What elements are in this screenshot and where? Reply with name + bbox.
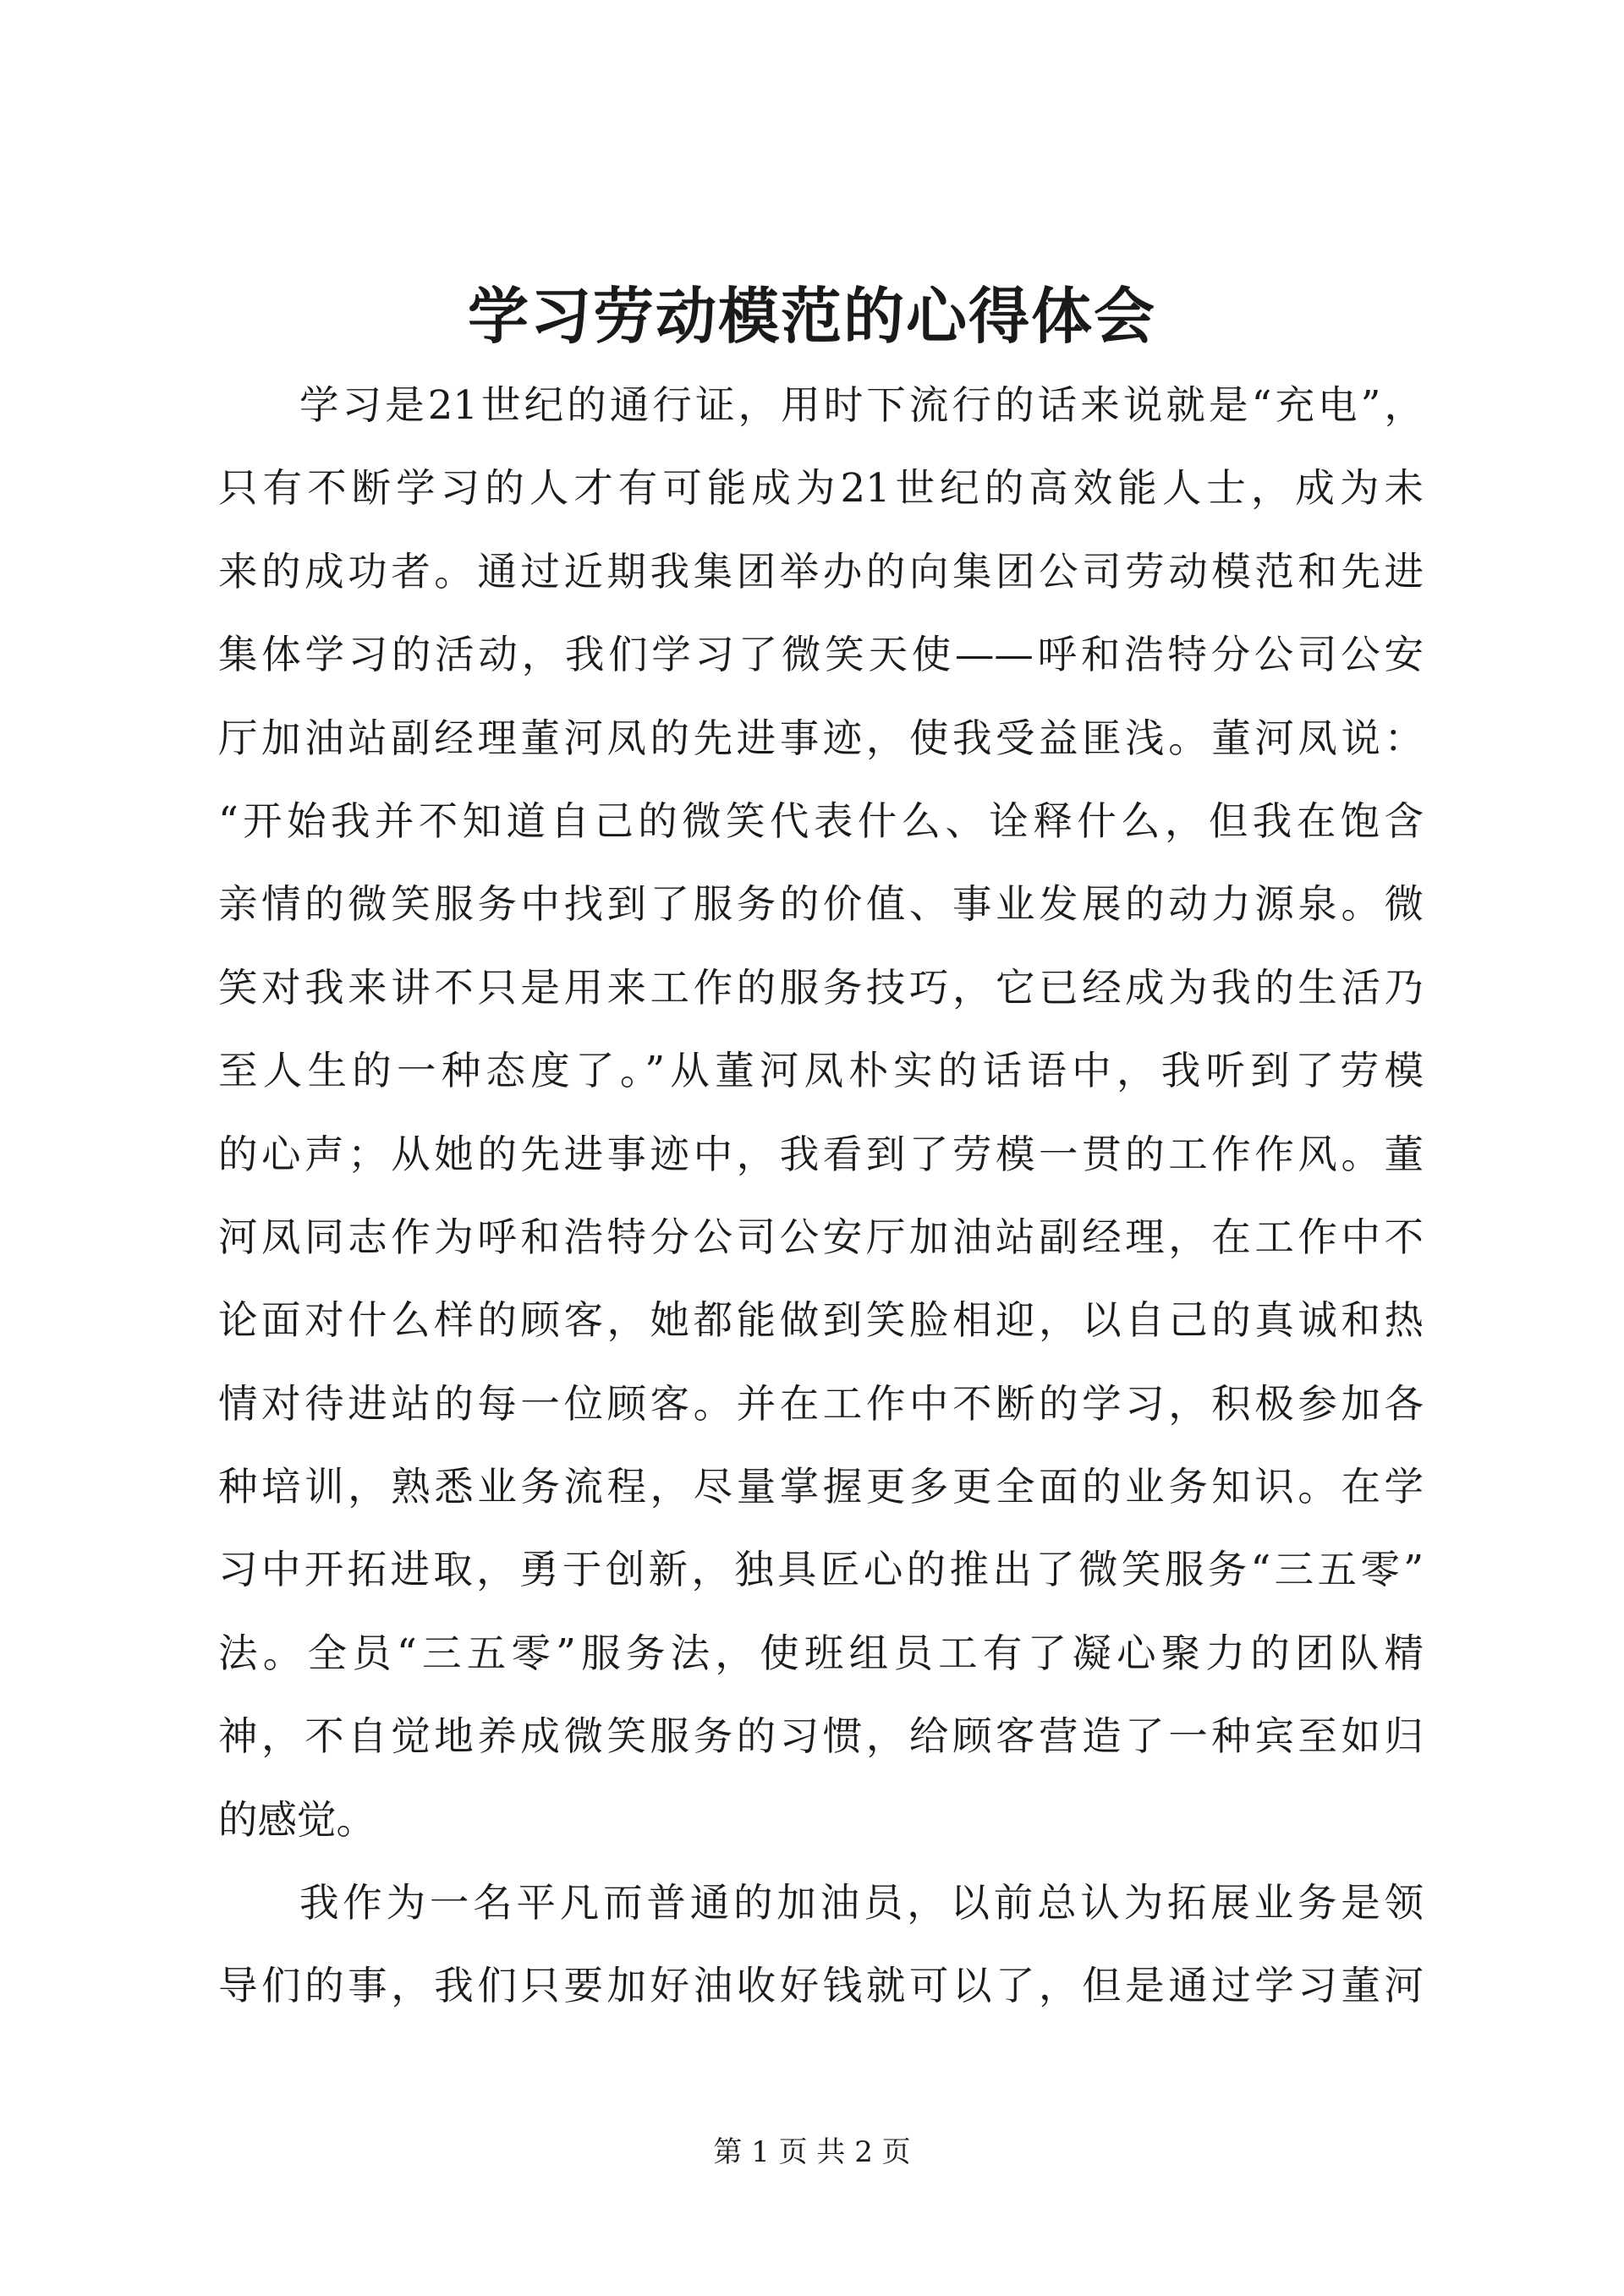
paragraph-line: 种培训，熟悉业务流程，尽量掌握更多更全面的业务知识。在学	[218, 1464, 1424, 1510]
paragraph-line: 笑对我来讲不只是用来工作的服务技巧，它已经成为我的生活乃	[218, 964, 1424, 1011]
paragraph-line: 只有不断学习的人才有可能成为21世纪的高效能人士，成为未	[218, 465, 1424, 512]
paragraph-line: 的心声；从她的先进事迹中，我看到了劳模一贯的工作作风。董	[218, 1131, 1424, 1177]
paragraph-line: 导们的事，我们只要加好油收好钱就可以了，但是通过学习董河	[218, 1963, 1424, 2009]
paragraph-line: 法。全员“三五零”服务法，使班组员工有了凝心聚力的团队精	[218, 1630, 1424, 1676]
page-number-footer: 第 1 页 共 2 页	[713, 2135, 911, 2169]
paragraph-2	[218, 1861, 1424, 2028]
document-body	[218, 364, 1424, 2028]
paragraph-line: 来的成功者。通过近期我集团举办的向集团公司劳动模范和先进	[218, 548, 1424, 595]
paragraph-line: 集体学习的活动，我们学习了微笑天使——呼和浩特分公司公安	[218, 632, 1424, 678]
paragraph-line: 亲情的微笑服务中找到了服务的价值、事业发展的动力源泉。微	[218, 881, 1424, 928]
paragraph-1	[218, 364, 1424, 1861]
paragraph-line: 学习是21世纪的通行证，用时下流行的话来说就是“充电”，	[299, 382, 1424, 428]
paragraph-line: 厅加油站副经理董河凤的先进事迹，使我受益匪浅。董河凤说：	[218, 715, 1424, 761]
paragraph-line: 我作为一名平凡而普通的加油员，以前总认为拓展业务是领	[299, 1880, 1424, 1926]
document-title: 学习劳动模范的心得体会	[467, 280, 1156, 352]
paragraph-line: 习中开拓进取，勇于创新，独具匠心的推出了微笑服务“三五零”	[218, 1547, 1424, 1593]
paragraph-line: 情对待进站的每一位顾客。并在工作中不断的学习，积极参加各	[218, 1380, 1424, 1427]
paragraph-line: 论面对什么样的顾客，她都能做到笑脸相迎，以自己的真诚和热	[218, 1297, 1424, 1344]
paragraph-line: “开始我并不知道自己的微笑代表什么、诠释什么，但我在饱含	[218, 797, 1424, 844]
paragraph-line: 至人生的一种态度了。”从董河凤朴实的话语中，我听到了劳模	[218, 1048, 1424, 1094]
paragraph-line: 神，不自觉地养成微笑服务的习惯，给顾客营造了一种宾至如归	[218, 1713, 1424, 1760]
paragraph-line: 河凤同志作为呼和浩特分公司公安厅加油站副经理，在工作中不	[218, 1214, 1424, 1260]
paragraph-line: 的感觉。	[218, 1796, 376, 1843]
